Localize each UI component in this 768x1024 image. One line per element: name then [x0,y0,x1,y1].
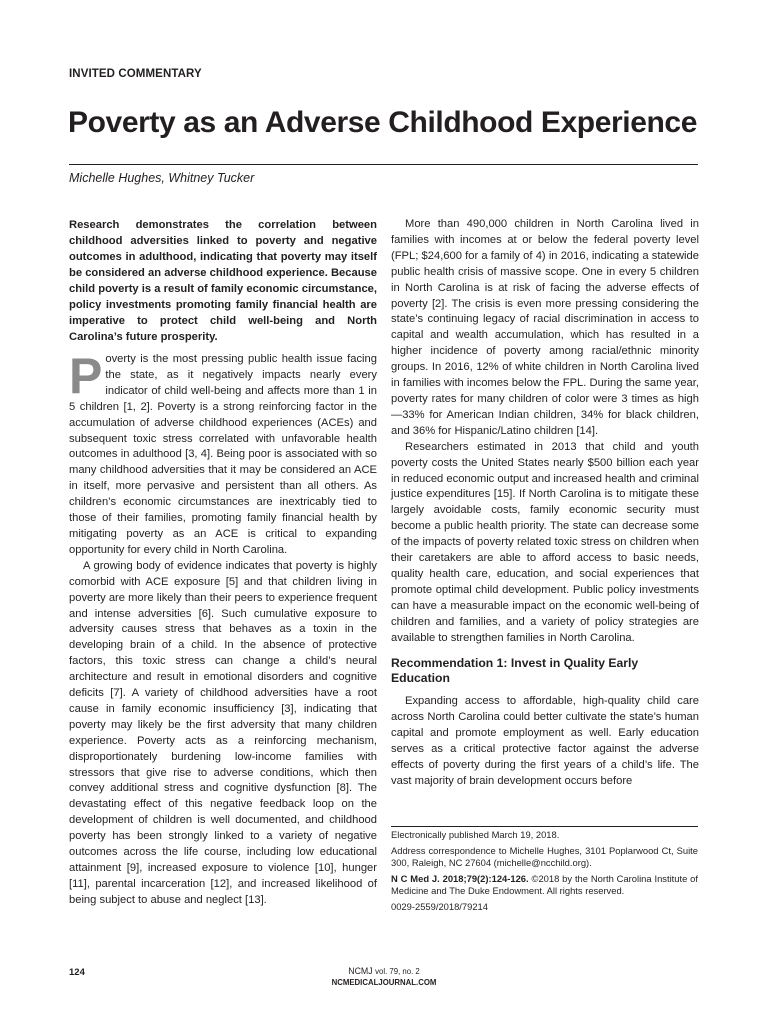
body-paragraph-1: Poverty is the most pressing public health issue facing the state, as it negatively impacts nearly every indicator of child well-being and affects more than 1 in 5 children [1, 2]. Poverty is a strong reinforcing factor in the accumulation of adverse childhood experiences (ACEs) and subsequent toxic stress correlated with unfavorable health outcomes in adulthood [3, 4]. Being poor is associated with so many childhood adversities that it may be considered an ACE in itself, more pervasive and persistent than all others. As children’s economic circumstances are inextricably tied to those of their families, promoting family financial health by mitigating poverty as an ACE is critical to expanding opportunity for every child in North Carolina. [69,348,377,556]
footnote-divider [391,826,698,827]
footnotes [391,829,698,917]
issn-code: 0029-2559/2018/79214 [391,900,488,912]
journal-volume: vol. 79, no. 2 [375,967,420,976]
drop-cap: P [69,348,103,404]
body-paragraph-3: More than 490,000 children in North Carolina lived in families with incomes at or below the federal poverty level (FPL; $24,600 for a family of 4) in 2016, indicating a statewide public health crisis of massive scope. One in every 5 children in North Carolina is at risk of facing the adverse effects of poverty [2]. The crisis is even more pressing considering the state’s continuing legacy of racial discrimination in access to capital and wealth accumulation, which has resulted in a higher incidence of poverty among racial/ethnic minority groups. In 2016, 12% of white children in North Carolina lived in families with incomes below the FPL. During the same year, poverty rates for many children of color were 3 times as high—33% for American Indian children, 34% for black children, and 36% for Hispanic/Latino children [14]. [391,218,699,437]
right-column-body [391,217,699,790]
journal-name: NCMJ [348,966,373,976]
article-title: Poverty as an Adverse Childhood Experience [68,106,697,139]
page-number: 124 [69,967,85,978]
left-column-body [69,348,377,909]
body-paragraph-5: Expanding access to affordable, high-quality child care across North Carolina could better cultivate the state’s human capital and promote employment as well. Early education serves as a critical protective factor against the adverse effects of poverty during the first years of a child’s life. The vast majority of brain development occurs before [391,695,699,787]
body-paragraph-4: Researchers estimated in 2013 that child and youth poverty costs the United States nearly $500 billion each year in reduced economic output and increased health and criminal justice expenditures [15]. If North Carolina is to mitigate these largely avoidable costs, family economic security must become a public health priority. The state can decrease some of the impacts of poverty related toxic stress on children when their caretakers are able to afford access to basic needs, quality health care, education, and social experiences that promote optimal child development. Public policy investments can have a measurable impact on the economic well-being of children and families, and a variety of policy strategies are available to strengthen families in North Carolina. [391,440,699,644]
abstract: Research demonstrates the correlation between childhood adversities linked to poverty and negative outcomes in adulthood, indicating that poverty may itself be considered an adverse childhood experience. Because child poverty is a result of family economic circumstance, policy investments promoting family financial health are imperative to protect child well-being and North Carolina’s future prosperity. [69,219,377,343]
article-type-label: INVITED COMMENTARY [69,68,202,80]
article-authors: Michelle Hughes, Whitney Tucker [69,171,255,185]
body-paragraph-2: A growing body of evidence indicates that poverty is highly comorbid with ACE exposure [5] and that children living in poverty are more likely than their peers to experience frequent and intense adversities [6]. Such cumulative exposure to adversity causes stress that behaves as a toxin in the developing brain of a child. In the absence of protective factors, this toxic stress can change a child’s neural architecture and result in emotional disorders and cognitive deficits [7]. A variety of childhood adversities have a root cause in family economic insufficiency [3], indicating that poverty may likely be the first adversity that many children experience. Poverty acts as a reinforcing mechanism, disproportionately burdening low-income families with stressors that give rise to adverse conditions, which then convey additional stress and cognitive dysfunction [8]. The devastating effect of this negative feedback loop on the development of children is well documented, and childhood poverty has been strongly linked to a variety of negative outcomes across the life course, including low educational attainment [9], increased exposure to violence [10], hunger [11], parental incarceration [12], and increased likelihood of being subject to abuse and neglect [13]. [69,559,377,906]
publication-date-note: Electronically published March 19, 2018. [391,829,560,840]
title-divider [69,164,698,165]
correspondence-note: Address correspondence to Michelle Hughes, 3101 Poplarwood Ct, Suite 300, Raleigh, NC 27604 (michelle@ncchild.org). [391,844,698,869]
section-heading: Recommendation 1: Invest in Quality Early Education [391,656,639,686]
journal-footer [0,966,768,988]
journal-url: NCMEDICALJOURNAL.COM [331,978,437,987]
citation-note: N C Med J. 2018;79(2):124-126. ©2018 by the North Carolina Institute of Medicine and The Duke Endowment. All rights reserved. [391,872,698,897]
